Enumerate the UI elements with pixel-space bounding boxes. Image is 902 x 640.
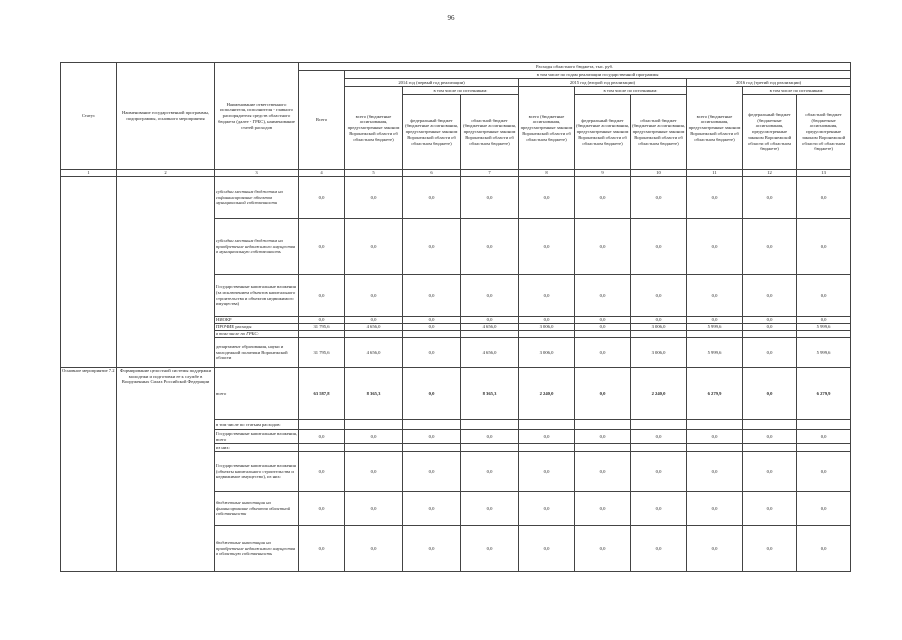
column-number: 8 (519, 170, 575, 177)
value-cell (403, 331, 461, 338)
value-cell: 0,0 (797, 430, 851, 444)
value-cell: 0,0 (575, 338, 631, 368)
value-cell: 0,0 (797, 452, 851, 492)
header-year-2015: 2015 год (второй год реализации) (519, 79, 687, 87)
value-cell (687, 331, 743, 338)
column-number: 4 (299, 170, 345, 177)
value-cell: 0,0 (403, 219, 461, 275)
value-cell: 0,0 (403, 452, 461, 492)
value-cell (743, 331, 797, 338)
value-cell: 0,0 (743, 317, 797, 324)
value-cell: 2 240,0 (631, 368, 687, 420)
value-cell: 0,0 (461, 177, 519, 219)
value-cell: 0,0 (519, 317, 575, 324)
header-status: Статус (61, 63, 117, 170)
value-cell: 4 656,0 (461, 324, 519, 331)
header-y1-regional: областной бюджет (бюджетные ассигнования, предусмотренные законом Воронежской области об областном бюджете) (461, 95, 519, 170)
header-y2-federal: федеральный бюджет (бюджетные ассигнования, предусмотренные законом Воронежской области об областном бюджете) (575, 95, 631, 170)
value-cell: 0,0 (797, 492, 851, 526)
value-cell: 0,0 (743, 338, 797, 368)
value-cell: 0,0 (403, 526, 461, 572)
value-cell: 0,0 (461, 526, 519, 572)
value-cell: 31 795,6 (299, 338, 345, 368)
value-cell (519, 331, 575, 338)
value-cell: 31 795,6 (299, 324, 345, 331)
value-cell: 0,0 (797, 177, 851, 219)
value-cell: 0,0 (631, 430, 687, 444)
expense-item-name: Государственные капитальные вложения, всего (216, 430, 297, 442)
value-cell: 0,0 (687, 219, 743, 275)
value-cell: 3 006,0 (631, 338, 687, 368)
column-number: 12 (743, 170, 797, 177)
value-cell: 0,0 (743, 324, 797, 331)
value-cell: 0,0 (743, 430, 797, 444)
value-cell: 0,0 (299, 492, 345, 526)
value-cell: 0,0 (687, 430, 743, 444)
value-cell: 0,0 (743, 275, 797, 317)
header-y1-total: всего (бюджетные ассигнования, предусмотренные законом Воронежской области об областном бюджете) (345, 87, 403, 170)
expense-item-name: субсидии местным бюджетам на софинансирование объектов муниципальной собственности (215, 177, 299, 219)
value-cell: 0,0 (519, 452, 575, 492)
value-cell (687, 444, 743, 452)
value-cell: 0,0 (743, 492, 797, 526)
value-cell: 4 656,0 (345, 338, 403, 368)
header-y1-sources: в том числе по источникам: (403, 87, 519, 95)
value-cell (403, 444, 461, 452)
column-number: 11 (687, 170, 743, 177)
value-cell: 0,0 (631, 526, 687, 572)
value-cell (575, 331, 631, 338)
value-cell (461, 331, 519, 338)
expense-item-name: в том числе по ГРБС: (215, 331, 299, 338)
value-cell (345, 420, 403, 430)
value-cell: 0,0 (403, 368, 461, 420)
value-cell: 0,0 (345, 492, 403, 526)
value-cell: 5 999,6 (687, 338, 743, 368)
value-cell: 0,0 (519, 219, 575, 275)
value-cell: 0,0 (575, 430, 631, 444)
header-year-2016: 2016 год (третий год реализации) (687, 79, 851, 87)
header-total: Всего (299, 71, 345, 170)
value-cell: 0,0 (631, 492, 687, 526)
value-cell: 0,0 (797, 275, 851, 317)
value-cell: 5 999,6 (797, 324, 851, 331)
value-cell: 0,0 (403, 177, 461, 219)
expense-item-name: бюджетные инвестиции на приобретение недвижимого имущества в областную собственность (215, 526, 299, 572)
value-cell: 0,0 (687, 526, 743, 572)
table-row (61, 177, 851, 219)
column-number: 10 (631, 170, 687, 177)
value-cell: 0,0 (631, 219, 687, 275)
value-cell (575, 444, 631, 452)
header-y3-federal: федеральный бюджет (бюджетные ассигнования, предусмотренные законом Воронежской области об областном бюджете) (743, 95, 797, 170)
header-year-2014: 2014 год (первый год реализации) (345, 79, 519, 87)
value-cell: 0,0 (299, 317, 345, 324)
column-number: 13 (797, 170, 851, 177)
header-y2-sources: в том числе по источникам: (575, 87, 687, 95)
value-cell: 0,0 (519, 492, 575, 526)
value-cell: 0,0 (687, 452, 743, 492)
value-cell: 0,0 (299, 452, 345, 492)
page-number: 96 (447, 14, 455, 22)
value-cell: 0,0 (461, 452, 519, 492)
expense-item-name: Государственные капитальные вложения (объекты капитального строительства и недвижимое имущество), из них: (215, 452, 299, 492)
value-cell: 0,0 (299, 275, 345, 317)
value-cell (299, 331, 345, 338)
column-number: 1 (61, 170, 117, 177)
value-cell: 0,0 (403, 317, 461, 324)
value-cell: 0,0 (687, 275, 743, 317)
header-y3-regional: областной бюджет (бюджетные ассигнования, предусмотренные законом Воронежской области об областном бюджете) (797, 95, 851, 170)
value-cell: 0,0 (631, 317, 687, 324)
value-cell (797, 444, 851, 452)
value-cell: 0,0 (631, 275, 687, 317)
value-cell (631, 331, 687, 338)
column-number: 7 (461, 170, 519, 177)
value-cell: 63 587,8 (299, 368, 345, 420)
budget-table (60, 62, 851, 572)
program-cell (117, 177, 215, 368)
value-cell: 0,0 (345, 430, 403, 444)
expense-item-name: Государственные капитальные вложения (за исключением объектов капитального строительства и объектов недвижимого имущества) (215, 275, 299, 317)
value-cell: 8 365,3 (345, 368, 403, 420)
value-cell: 0,0 (519, 430, 575, 444)
table-row (61, 368, 851, 420)
value-cell: 0,0 (299, 177, 345, 219)
value-cell: 0,0 (403, 275, 461, 317)
value-cell: 0,0 (743, 219, 797, 275)
expense-item-name: ПРОЧИЕ расходы (215, 324, 299, 331)
value-cell (403, 420, 461, 430)
value-cell: 0,0 (461, 275, 519, 317)
expense-item-name: из них: (215, 444, 299, 452)
value-cell: 3 006,0 (631, 324, 687, 331)
column-number: 6 (403, 170, 461, 177)
value-cell: 0,0 (519, 177, 575, 219)
status-cell: Основное мероприятие 7.2 (61, 368, 117, 572)
value-cell: 0,0 (461, 317, 519, 324)
expense-item-name: НИОКР (215, 317, 299, 324)
value-cell: 0,0 (461, 430, 519, 444)
column-numbers-row (61, 170, 851, 177)
value-cell (631, 420, 687, 430)
value-cell: 3 006,0 (519, 338, 575, 368)
header-y3-sources: в том числе по источникам: (743, 87, 851, 95)
value-cell: 0,0 (299, 219, 345, 275)
value-cell: 0,0 (575, 452, 631, 492)
value-cell: 0,0 (575, 368, 631, 420)
value-cell: 0,0 (403, 430, 461, 444)
value-cell: 0,0 (743, 526, 797, 572)
value-cell (687, 420, 743, 430)
value-cell: 0,0 (687, 317, 743, 324)
value-cell: 0,0 (743, 368, 797, 420)
value-cell: 0,0 (403, 338, 461, 368)
value-cell: 8 365,3 (461, 368, 519, 420)
expense-item-name: всего (215, 368, 299, 420)
value-cell: 0,0 (461, 219, 519, 275)
header-y1-federal: федеральный бюджет (бюджетные ассигнования, предусмотренные законом Воронежской области об областном бюджете) (403, 95, 461, 170)
value-cell (345, 444, 403, 452)
value-cell: 3 006,0 (519, 324, 575, 331)
value-cell: 0,0 (345, 275, 403, 317)
value-cell: 0,0 (743, 452, 797, 492)
value-cell: 5 999,6 (797, 338, 851, 368)
column-number: 9 (575, 170, 631, 177)
value-cell (299, 420, 345, 430)
value-cell: 0,0 (575, 324, 631, 331)
value-cell: 0,0 (743, 177, 797, 219)
column-number: 5 (345, 170, 403, 177)
value-cell: 6 279,9 (687, 368, 743, 420)
value-cell (345, 331, 403, 338)
value-cell: 0,0 (687, 177, 743, 219)
program-cell: Формирование целостной системы поддержки молодежи и подготовки ее к службе в Вооруженных Силах Российской Федерации (117, 368, 215, 572)
value-cell: 4 656,0 (461, 338, 519, 368)
value-cell: 0,0 (575, 219, 631, 275)
value-cell: 0,0 (575, 177, 631, 219)
value-cell: 0,0 (345, 177, 403, 219)
value-cell (575, 420, 631, 430)
expense-item-name: департамент образования, науки и молодежной политики Воронежской области (215, 338, 299, 368)
value-cell: 0,0 (575, 526, 631, 572)
value-cell: 0,0 (345, 452, 403, 492)
value-cell: 0,0 (519, 275, 575, 317)
value-cell: 0,0 (631, 452, 687, 492)
value-cell: 0,0 (797, 219, 851, 275)
value-cell: 0,0 (345, 526, 403, 572)
value-cell: 0,0 (461, 492, 519, 526)
value-cell (631, 444, 687, 452)
status-cell (61, 177, 117, 368)
value-cell: 0,0 (345, 317, 403, 324)
header-y2-total: всего (бюджетные ассигнования, предусмотренные законом Воронежской области об областном бюджете) (519, 87, 575, 170)
value-cell: 0,0 (575, 317, 631, 324)
value-cell: 0,0 (575, 492, 631, 526)
value-cell: 0,0 (345, 219, 403, 275)
value-cell: 0,0 (797, 526, 851, 572)
value-cell (519, 420, 575, 430)
header-by-years: в том числе по годам реализации государственной программы (345, 71, 851, 79)
header-program-name: Наименование государственной программы, подпрограммы, основного мероприятия (117, 63, 215, 170)
header-executor: Наименование ответственного исполнителя, исполнителя - главного распорядителя средств областного бюджета (далее - ГРБС), наименование статей расходов (215, 63, 299, 170)
value-cell (461, 420, 519, 430)
value-cell: 5 999,6 (687, 324, 743, 331)
value-cell: 4 656,0 (345, 324, 403, 331)
header-y3-total: всего (бюджетные ассигнования, предусмотренные законом Воронежской области об областном бюджете) (687, 87, 743, 170)
value-cell (461, 444, 519, 452)
expense-item-name: в том числе по статьям расходов: (215, 420, 299, 430)
value-cell (743, 420, 797, 430)
value-cell: 0,0 (631, 177, 687, 219)
value-cell (743, 444, 797, 452)
value-cell: 2 240,0 (519, 368, 575, 420)
value-cell: 0,0 (299, 526, 345, 572)
value-cell (797, 331, 851, 338)
header-expenses-title: Расходы областного бюджета, тыс. руб. (299, 63, 851, 71)
value-cell: 0,0 (403, 492, 461, 526)
value-cell: 0,0 (575, 275, 631, 317)
value-cell (797, 420, 851, 430)
value-cell (519, 444, 575, 452)
expense-item-name: бюджетные инвестиции на финансирование объектов областной собственности (215, 492, 299, 526)
value-cell: 0,0 (299, 430, 345, 444)
column-number: 2 (117, 170, 215, 177)
value-cell: 0,0 (403, 324, 461, 331)
value-cell: 0,0 (797, 317, 851, 324)
expense-item-name: субсидии местным бюджетам на приобретение недвижимого имущества в муниципальную собственность (215, 219, 299, 275)
header-y2-regional: областной бюджет (бюджетные ассигнования, предусмотренные законом Воронежской области об областном бюджете) (631, 95, 687, 170)
value-cell: 6 279,9 (797, 368, 851, 420)
value-cell (299, 444, 345, 452)
column-number: 3 (215, 170, 299, 177)
value-cell: 0,0 (519, 526, 575, 572)
value-cell: 0,0 (687, 492, 743, 526)
